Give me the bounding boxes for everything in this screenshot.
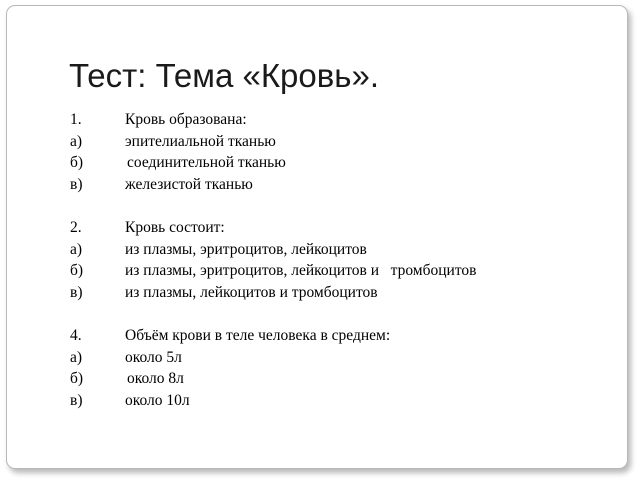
answer-option [70, 390, 610, 412]
answer-option [70, 152, 610, 174]
option-marker: в) [70, 391, 83, 409]
question-text: Кровь образована: [125, 111, 247, 128]
test-body [70, 109, 610, 433]
answer-option [70, 282, 610, 304]
question-4 [70, 325, 610, 411]
option-text: из плазмы, эритроцитов, лейкоцитов и тромбоцитов [125, 262, 477, 279]
option-text: из плазмы, эритроцитов, лейкоцитов [125, 240, 367, 258]
option-text: эпителиальной тканью [125, 132, 276, 150]
option-text: около 5л [125, 348, 182, 366]
slide [6, 5, 628, 469]
answer-option [70, 347, 610, 369]
answer-option [70, 368, 610, 390]
answer-option [70, 239, 610, 261]
question-line [70, 109, 610, 131]
option-marker: б) [70, 154, 84, 171]
option-text: около 8л [127, 370, 184, 387]
option-marker: в) [70, 283, 83, 301]
option-marker: а) [70, 240, 83, 258]
answer-option [70, 131, 610, 153]
option-marker: б) [70, 370, 84, 387]
option-marker: а) [70, 348, 83, 366]
option-marker: а) [70, 132, 83, 150]
question-line [70, 325, 610, 347]
question-1 [70, 109, 610, 195]
question-text: Кровь состоит: [125, 219, 225, 236]
slide-title: Тест: Тема «Кровь». [69, 57, 380, 94]
question-number: 4. [70, 327, 82, 344]
option-marker: в) [70, 175, 83, 193]
question-2 [70, 217, 610, 303]
answer-option [70, 260, 610, 282]
option-marker: б) [70, 262, 84, 279]
option-text: около 10л [125, 391, 190, 409]
answer-option [70, 174, 610, 196]
option-text: соединительной тканью [127, 154, 286, 171]
question-number: 2. [70, 219, 82, 236]
option-text: железистой тканью [125, 175, 253, 193]
question-text: Объём крови в теле человека в среднем: [125, 327, 391, 344]
question-line [70, 217, 610, 239]
option-text: из плазмы, лейкоцитов и тромбоцитов [125, 283, 378, 301]
question-number: 1. [70, 111, 82, 128]
